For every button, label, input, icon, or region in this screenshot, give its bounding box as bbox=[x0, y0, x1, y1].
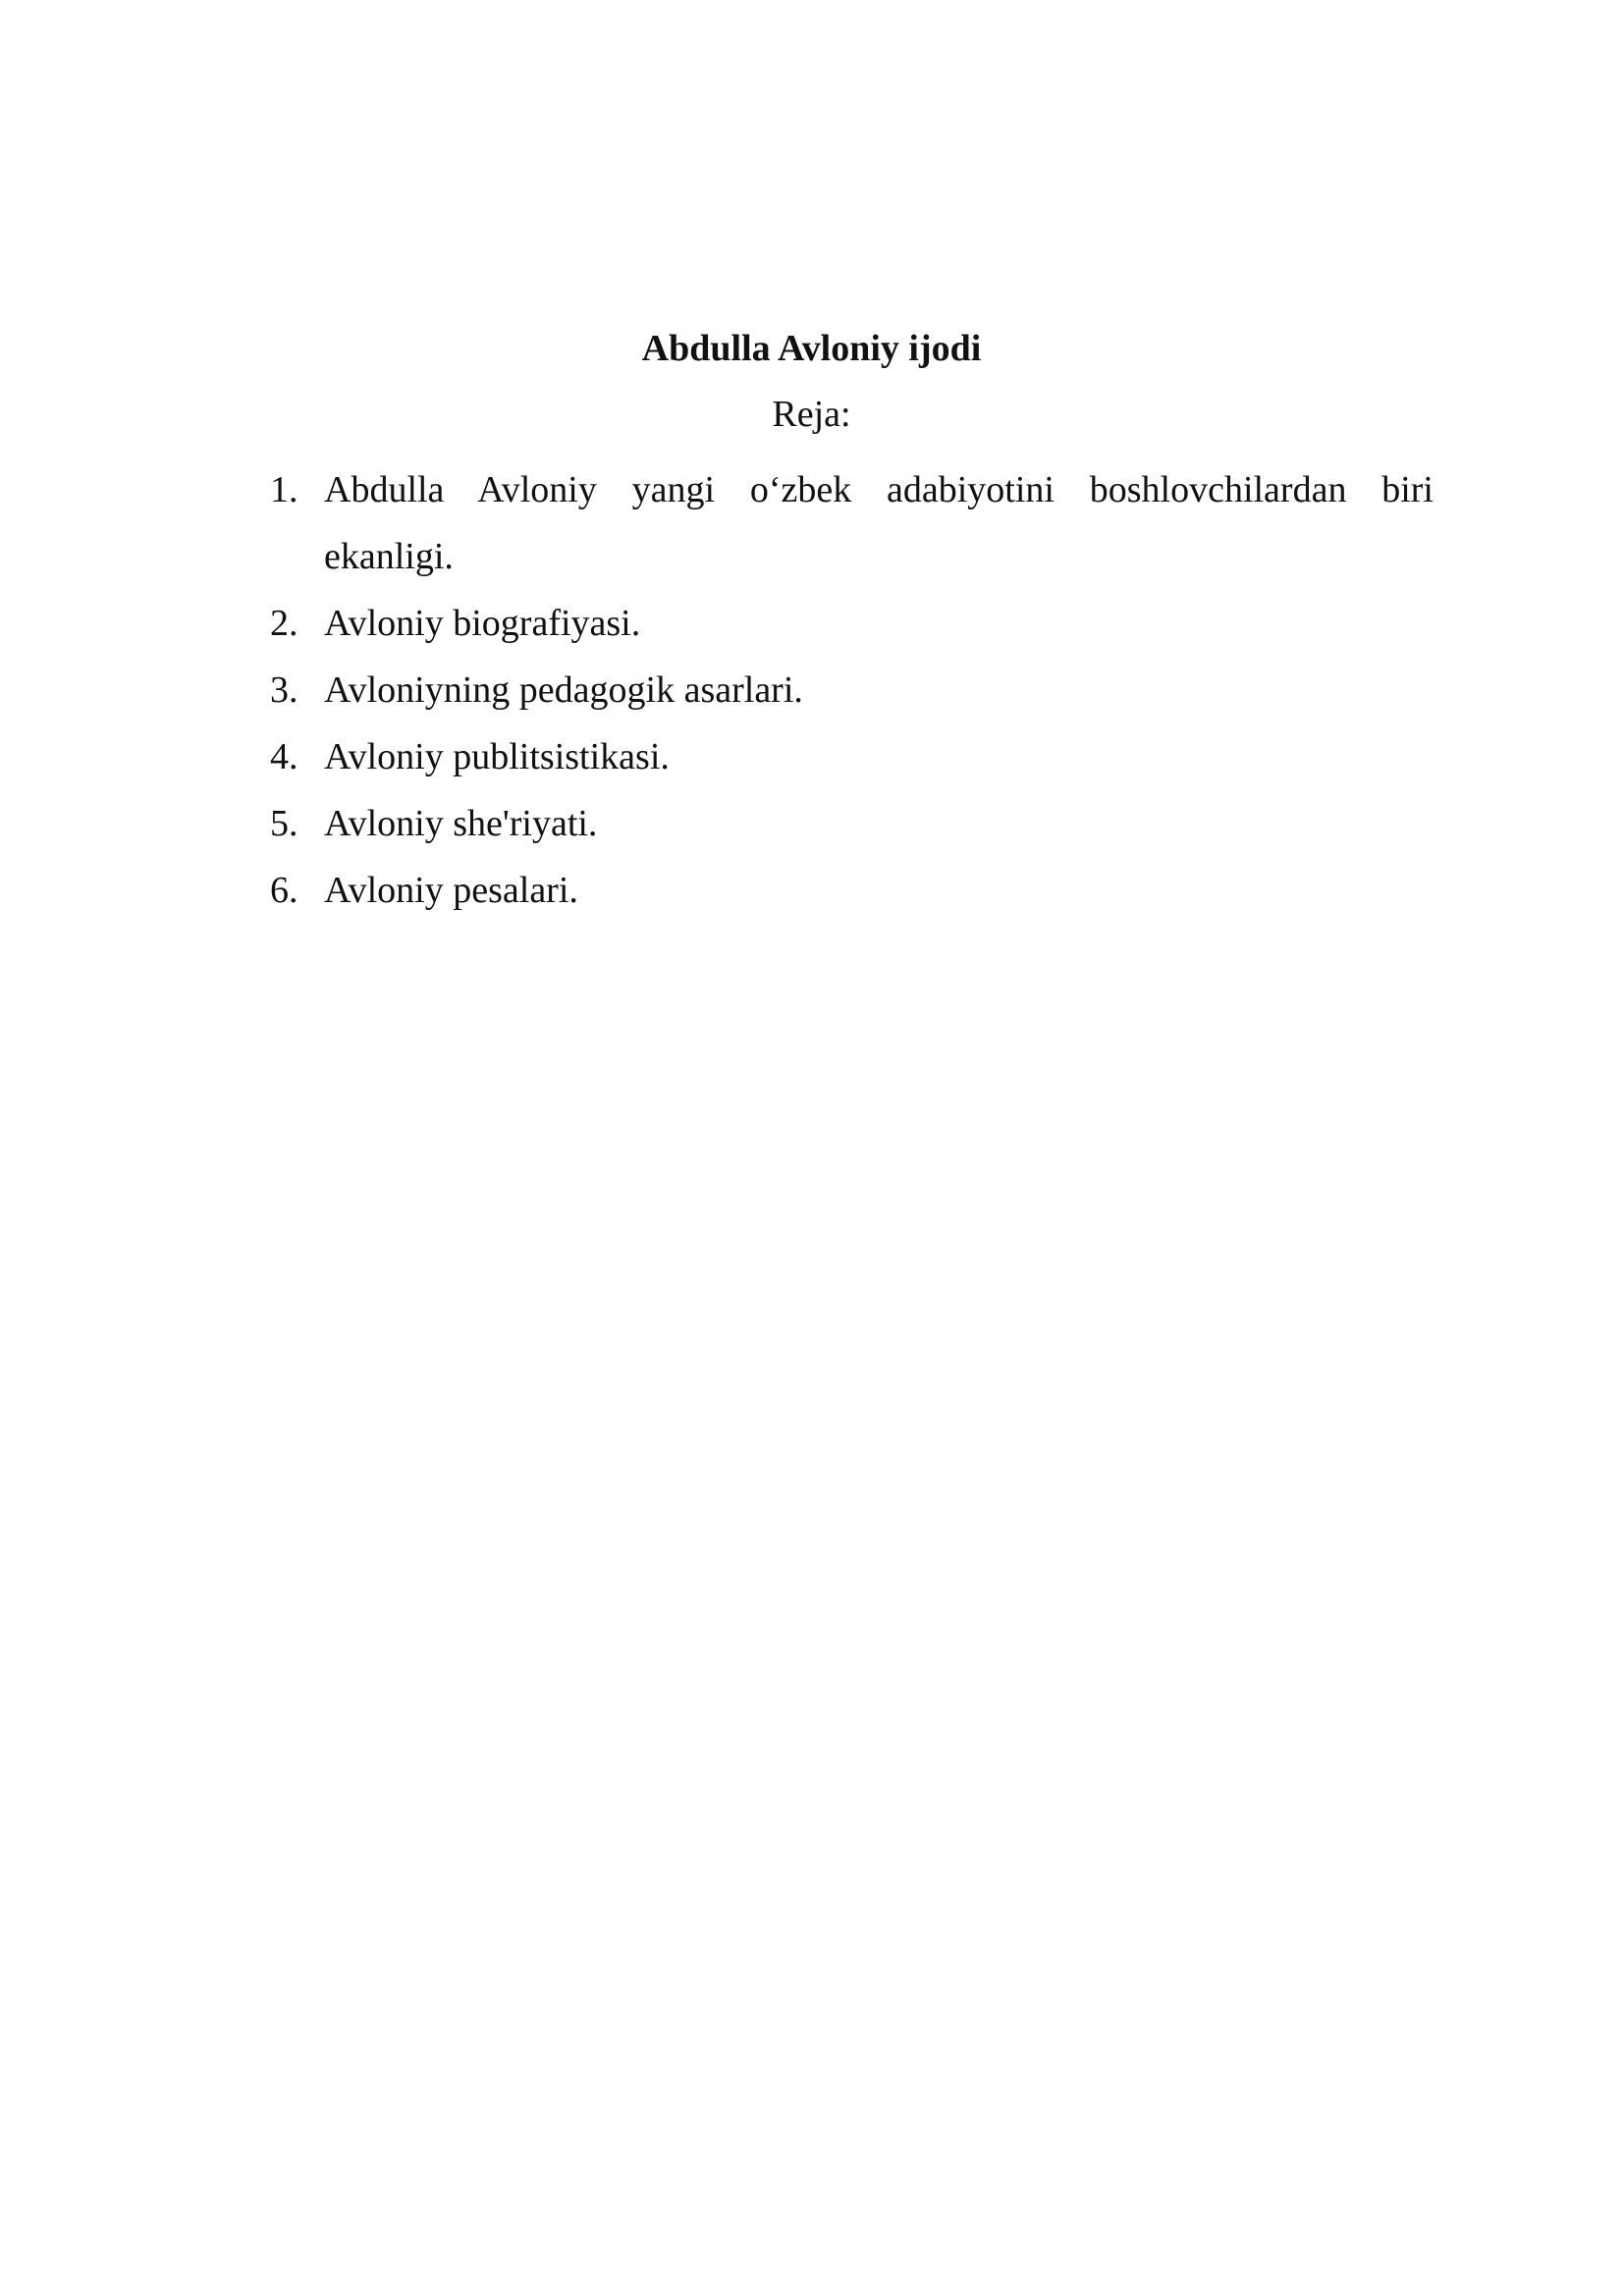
plan-item-number: 3. bbox=[270, 669, 298, 711]
plan-item-number: 4. bbox=[270, 736, 298, 777]
plan-item-number: 2. bbox=[270, 603, 298, 644]
plan-item-number: 5. bbox=[270, 803, 298, 844]
plan-item-3 bbox=[270, 657, 1434, 723]
plan-item-text: Avloniy publitsistikasi. bbox=[324, 736, 670, 777]
plan-item-text: Avloniyning pedagogik asarlari. bbox=[324, 669, 803, 711]
page-title: Abdulla Avloniy ijodi bbox=[641, 328, 982, 369]
plan-item-number: 6. bbox=[270, 870, 298, 911]
plan-item-text: Abdulla Avloniy yangi o‘zbek adabiyotini boshlovchilardan biri bbox=[324, 469, 1434, 510]
plan-item-4 bbox=[270, 723, 1434, 790]
plan-item-text: Avloniy pesalari. bbox=[324, 870, 578, 911]
plan-item-6 bbox=[270, 857, 1434, 924]
plan-list bbox=[270, 456, 1434, 924]
plan-item-1 bbox=[270, 456, 1434, 590]
plan-item-number: 1. bbox=[270, 469, 298, 510]
plan-item-5 bbox=[270, 790, 1434, 857]
plan-heading: Reja: bbox=[772, 394, 851, 435]
plan-item-text: Avloniy she'riyati. bbox=[324, 803, 598, 844]
plan-item-text-continuation: ekanligi. bbox=[324, 536, 454, 577]
plan-item-text: Avloniy biografiyasi. bbox=[324, 603, 641, 644]
plan-item-2 bbox=[270, 590, 1434, 657]
